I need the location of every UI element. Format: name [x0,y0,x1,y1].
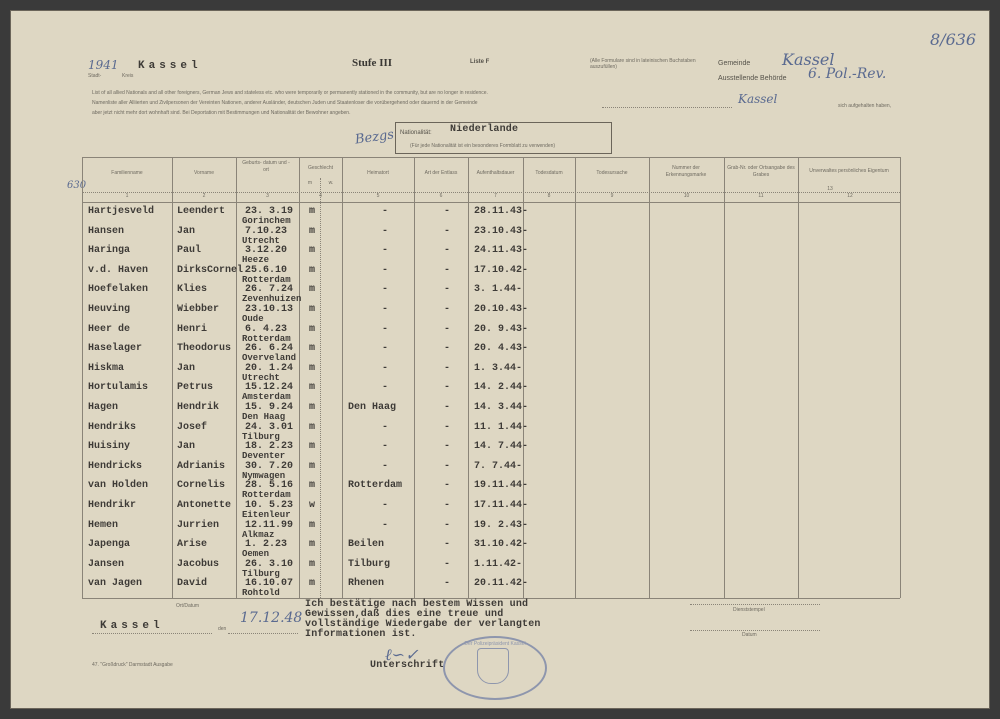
cell-surname: Hemen [88,520,119,531]
cell-surname: van Jagen [88,578,143,589]
cell-sex: m [309,363,316,374]
cell-birthplace: Alkmaz [242,530,275,540]
cell-birthplace: Tilburg [242,432,280,442]
datum-label: Datum [742,632,757,638]
cell-given: Cornelis [177,480,226,491]
cell-birthplace: Deventer [242,451,286,461]
confirm-line-2: Gewissen,daß dies eine treue und [305,609,504,620]
cell-sex: m [309,539,316,550]
col-sex-num: 4 [319,193,322,199]
cell-birth: 26. 3.10 [245,559,294,570]
cell-stay: 17.11.44- [474,500,529,511]
stamp-coat-of-arms [477,648,509,684]
confirm-line-1: Ich bestätige nach bestem Wissen und [305,599,529,610]
cell-birthplace: Amsterdam [242,392,291,402]
cell-birthplace: Rohtold [242,588,280,598]
col-death-cause-num: 9 [610,193,614,199]
cell-birthplace: Overveland [242,353,297,363]
cell-birthplace: Utrecht [242,236,280,246]
nationality-value: Niederlande [450,124,519,135]
cell-stay: 19. 2.43- [474,520,529,531]
nationality-label: Nationalität: [400,130,432,136]
cell-art: - [444,461,451,472]
cell-stay: 17.10.42- [474,265,529,276]
col-stay: Aufenthaltsdauer [476,170,515,176]
cell-surname: Hendrikr [88,500,137,511]
cell-given: Arise [177,539,208,550]
col-surname: Familienname [111,170,143,176]
behoerde-label: Ausstellende Behörde [718,75,787,82]
cell-surname: van Holden [88,480,149,491]
cell-birth: 10. 5.23 [245,500,294,511]
cell-given: Jan [177,363,196,374]
cell-surname: Hartjesveld [88,206,155,217]
cell-stay: 20.11.42- [474,578,529,589]
cell-home: - [382,324,389,335]
cell-sex: m [309,245,316,256]
place-label: Ort/Datum [176,603,200,609]
cell-birth: 26. 7.24 [245,284,294,295]
nationality-sub: (Für jede Nationalität ist ein besonderes Formblatt zu verwenden) [410,143,556,149]
stufe-title: Stufe III [352,57,393,69]
cell-sex: m [309,324,316,335]
cell-art: - [444,480,451,491]
cell-birthplace: Rotterdam [242,334,291,344]
stamp-text: Der Polizeipräsident Kassel [464,641,526,647]
cell-stay: 20. 9.43- [474,324,529,335]
cell-home: - [382,226,389,237]
cell-sex: m [309,520,316,531]
cell-surname: Hoefelaken [88,284,149,295]
cell-given: Josef [177,422,208,433]
cell-art: - [444,539,451,550]
cell-home: - [382,500,389,511]
cell-given: David [177,578,208,589]
intro-line-1: List of all allied Nationals and all other foreigners, German Jews and stateless etc. who were temporarily or permanently stationed in the community, but are no longer in residence. [92,90,488,96]
cell-birth: 15. 9.24 [245,402,294,413]
cell-surname: Heer de [88,324,131,335]
cell-art: - [444,226,451,237]
cell-art: - [444,245,451,256]
stadt-label: Stadt- [88,73,102,79]
cell-surname: v.d. Haven [88,265,149,276]
cell-stay: 19.11.44- [474,480,529,491]
cell-birth: 12.11.99 [245,520,294,531]
cell-birth: 23. 3.19 [245,206,294,217]
col-tag: Nummer der Erkennungsmarke [665,165,707,178]
cell-stay: 14. 2.44- [474,382,529,393]
fill-note: (Alle Formulare sind in lateinischen Buchstaben auszufüllen) [590,58,696,70]
col-sex: Geschlecht [307,165,333,171]
cell-given: Jan [177,226,196,237]
cell-given: Jacobus [177,559,220,570]
liste-label: Liste F [470,59,490,65]
col-death-date-num: 8 [547,193,551,199]
nationality-hand: Bezgs [354,127,395,148]
signature: ℓ∽✓ [385,645,419,664]
col-surname-num: 1 [125,193,129,199]
cell-birthplace: Den Haag [242,412,286,422]
cell-given: Henri [177,324,208,335]
cell-birthplace: Heeze [242,255,270,265]
col-home-num: 5 [376,193,380,199]
cell-home: - [382,206,389,217]
cell-surname: Hendricks [88,461,143,472]
cell-sex: w [309,500,316,511]
cell-art: - [444,500,451,511]
col-death-date: Todesdatum [535,170,563,176]
confirm-line-4: Informationen ist. [305,629,417,640]
cell-birth: 28. 5.16 [245,480,294,491]
cell-birthplace: Nymwagen [242,471,286,481]
cell-home: Beilen [348,539,385,550]
gemeinde-hand: Kassel [782,50,835,69]
city-value: Kassel [138,60,202,72]
col-home: Heimatort [367,170,389,176]
cell-sex: m [309,402,316,413]
cell-stay: 11. 1.44- [474,422,529,433]
confirmation-text [305,600,541,640]
col-birth: Geburts- datum und -ort [242,160,290,173]
cell-stay: 31.10.42- [474,539,529,550]
cell-home: - [382,245,389,256]
place-value: Kassel [100,620,164,632]
cell-birth: 23.10.13 [245,304,294,315]
cell-home: - [382,441,389,452]
cell-surname: Japenga [88,539,131,550]
col-birth-num: 3 [266,193,269,199]
cell-sex: m [309,206,316,217]
cell-birth: 16.10.07 [245,578,294,589]
cell-surname: Heuving [88,304,131,315]
cell-home: - [382,520,389,531]
cell-sex: m [309,559,316,570]
cell-birth: 30. 7.20 [245,461,294,472]
cell-home: - [382,343,389,354]
cell-stay: 23.10.43- [474,226,529,237]
cell-sex: m [309,382,316,393]
confirm-line-3: vollständige Wiedergabe der verlangten [305,619,541,630]
cell-surname: Haselager [88,343,143,354]
col-stay-num: 7 [494,193,497,199]
cell-art: - [444,559,451,570]
cell-stay: 14. 3.44- [474,402,529,413]
intro-line-2-end: sich aufgehalten haben, [838,103,892,109]
col-property: Unverwaltes persönliches Eigentum [809,168,889,174]
cell-surname: Hagen [88,402,119,413]
cell-surname: Jansen [88,559,125,570]
cell-birth: 3.12.20 [245,245,288,256]
cell-sex: m [309,461,316,472]
col-property-num-b: 12 [847,193,853,199]
cell-surname: Hortulamis [88,382,149,393]
cell-art: - [444,441,451,452]
cell-birth: 6. 4.23 [245,324,288,335]
cell-given: Jurrien [177,520,220,531]
cell-stay: 7. 7.44- [474,461,523,472]
cell-art: - [444,520,451,531]
cell-stay: 20.10.43- [474,304,529,315]
cell-birthplace: Gorinchem [242,216,291,226]
cell-home: Rhenen [348,578,385,589]
cell-art: - [444,578,451,589]
cell-stay: 1. 3.44- [474,363,523,374]
cell-home: Den Haag [348,402,397,413]
cell-surname: Hiskma [88,363,125,374]
cell-sex: m [309,441,316,452]
page-number-hand: 8/636 [930,30,977,49]
col-art: Art der Entlass [424,170,458,176]
cell-home: - [382,304,389,315]
cell-stay: 14. 7.44- [474,441,529,452]
cell-home: - [382,265,389,276]
cell-given: Paul [177,245,202,256]
cell-stay: 24.11.43- [474,245,529,256]
cell-art: - [444,363,451,374]
cell-given: Theodorus [177,343,232,354]
cell-birth: 15.12.24 [245,382,294,393]
cell-stay: 28.11.43- [474,206,529,217]
col-grave-num: 11 [758,193,764,199]
hand-630: 630 [67,180,87,191]
cell-given: Hendrik [177,402,220,413]
gemeinde-label: Gemeinde [718,60,751,67]
cell-birth: 24. 3.01 [245,422,294,433]
signature-label: Unterschrift [370,660,445,671]
col-grave: Grab-Nr. oder Ortsangabe des Grabes [727,165,795,178]
cell-surname: Huisiny [88,441,131,452]
cell-sex: m [309,304,316,315]
col-property-num-a: 13 [827,186,833,192]
printer-note: 47. "Großdruck" Darmstadt Ausgabe [92,662,173,668]
cell-birth: 7.10.23 [245,226,288,237]
col-death-cause: Todesursache [596,170,628,176]
cell-birthplace: Tilburg [242,569,280,579]
cell-sex: m [309,226,316,237]
cell-surname: Haringa [88,245,131,256]
date-hand: 17.12.48 [240,610,303,626]
cell-surname: Hansen [88,226,125,237]
cell-art: - [444,284,451,295]
cell-birth: 25.6.10 [245,265,288,276]
cell-birth: 26. 6.24 [245,343,294,354]
cell-birthplace: Oemen [242,549,270,559]
cell-sex: m [309,422,316,433]
cell-sex: m [309,578,316,589]
cell-birthplace: Zevenhuizen [242,294,302,304]
cell-sex: m [309,480,316,491]
behoerde-hand: 6. Pol.-Rev. [808,66,887,82]
col-sex-w: w. [328,180,334,186]
cell-home: - [382,461,389,472]
cell-sex: m [309,343,316,354]
cell-home: - [382,284,389,295]
kreis-label: Kreis [122,73,134,79]
cell-given: Antonette [177,500,232,511]
cell-home: - [382,363,389,374]
col-tag-num: 10 [683,193,690,199]
cell-given: Klies [177,284,208,295]
col-given: Vorname [193,170,214,176]
cell-art: - [444,382,451,393]
cell-given: DirksCornel. [177,265,250,276]
cell-birthplace: Eitenleur [242,510,291,520]
cell-art: - [444,304,451,315]
cell-home: Tilburg [348,559,391,570]
handwritten-year: 1941 [88,58,119,72]
cell-birthplace: Rotterdam [242,490,291,500]
cell-home: - [382,422,389,433]
cell-birthplace: Oude [242,314,264,324]
cell-art: - [444,324,451,335]
cell-art: - [444,422,451,433]
cell-home: Rotterdam [348,480,403,491]
cell-sex: m [309,284,316,295]
cell-given: Petrus [177,382,214,393]
cell-sex: m [309,265,316,276]
intro-line-2: Namenliste aller Alliierten und Zivilpersonen der Vereinten Nationen, anderer Ausländer, deutschen Juden und Staatenloser die vorübergehend oder dauernd in der Gemeinde [92,100,478,106]
cell-art: - [444,343,451,354]
col-sex-m: m [307,180,313,186]
cell-birth: 20. 1.24 [245,363,294,374]
col-art-num: 6 [439,193,443,199]
intro-line-3: aber jetzt nicht mehr dort wohnhaft sind. Bei Deportation mit Bestimmungen und Nationalität der Bewohner angeben. [92,110,351,116]
cell-home: - [382,382,389,393]
cell-birthplace: Rotterdam [242,275,291,285]
cell-given: Adrianis [177,461,226,472]
cell-surname: Hendriks [88,422,137,433]
den-label: den [218,626,227,632]
cell-birth: 1. 2.23 [245,539,288,550]
dienst-label: Dienststempel [733,607,765,613]
cell-birth: 18. 2.23 [245,441,294,452]
cell-stay: 1.11.42- [474,559,523,570]
cell-given: Leendert [177,206,226,217]
cell-given: Jan [177,441,196,452]
cell-given: Wiebber [177,304,220,315]
cell-stay: 20. 4.43- [474,343,529,354]
cell-art: - [444,265,451,276]
cell-birthplace: Utrecht [242,373,280,383]
cell-art: - [444,206,451,217]
col-given-num: 2 [202,193,206,199]
kassel-hand: Kassel [738,92,778,106]
cell-stay: 3. 1.44- [474,284,523,295]
cell-art: - [444,402,451,413]
